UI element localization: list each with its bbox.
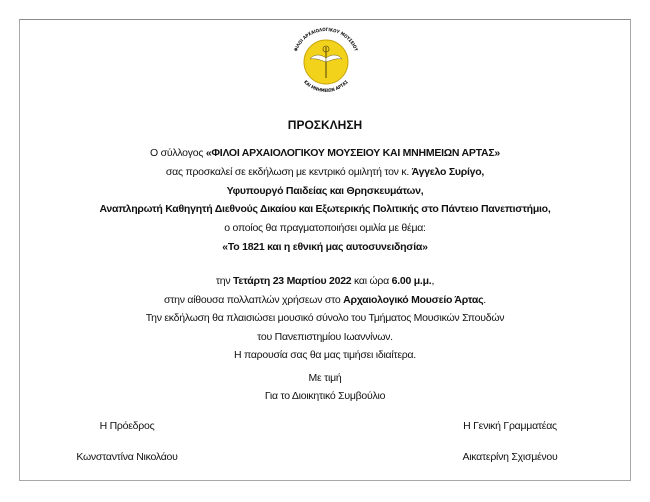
body-line-8: Την εκδήλωση θα πλαισιώσει μουσικό σύνολο του Τμήματος Μουσικών Σπουδών xyxy=(145,312,505,324)
closing-1: Με τιμή xyxy=(308,372,342,384)
speaker-name: Άγγελο Συρίγο, xyxy=(411,166,485,178)
body-line-10: Η παρουσία σας θα μας τιμήσει ιδιαίτερα. xyxy=(234,349,416,361)
signature-left-name: Κωνσταντίνα Νικολάου xyxy=(76,451,178,463)
body-line-2 xyxy=(0,165,650,179)
svg-text:ΚΑΙ ΜΝΗΜΕΙΩΝ ΑΡΤΑΣ: ΚΑΙ ΜΝΗΜΕΙΩΝ ΑΡΤΑΣ xyxy=(302,79,350,95)
event-date: Τετάρτη 23 Μαρτίου 2022 xyxy=(233,275,352,287)
text: και ώρα xyxy=(351,275,392,287)
signature-left-role: Η Πρόεδρος xyxy=(99,420,155,432)
signature-right-name: Αικατερίνη Σχισμένου xyxy=(462,451,558,463)
text: την xyxy=(215,275,234,287)
body-line-1 xyxy=(0,146,650,160)
speaker-title-2: Αναπληρωτή Καθηγητή Διεθνούς Δικαίου και Εξωτερικής Πολιτικής στο Πάντειο Πανεπιστήμιο, xyxy=(99,203,551,215)
text: . xyxy=(483,294,486,306)
event-date-line xyxy=(0,274,650,288)
signature-right-role: Η Γενική Γραμματέας xyxy=(463,420,557,432)
event-venue-line xyxy=(0,293,650,307)
speaker-title-1: Υφυπουργό Παιδείας και Θρησκευμάτων, xyxy=(226,185,424,197)
invitation-title: ΠΡΟΣΚΛΗΣΗ xyxy=(287,118,363,132)
event-venue: Αρχαιολογικό Μουσείο Άρτας xyxy=(343,294,484,306)
lecture-topic: «Το 1821 και η εθνική μας αυτοσυνειδησία» xyxy=(222,241,428,253)
svg-text:ΦΙΛΟΙ ΑΡΧΑΙΟΛΟΓΙΚΟΥ ΜΟΥΣΕΙΟΥ: ΦΙΛΟΙ ΑΡΧΑΙΟΛΟΓΙΚΟΥ ΜΟΥΣΕΙΟΥ xyxy=(293,27,359,53)
text: στην αίθουσα πολλαπλών χρήσεων στο xyxy=(164,294,344,306)
text: σας προσκαλεί σε εκδήλωση με κεντρικό ομιλητή τον κ. xyxy=(165,166,412,178)
body-line-5: ο οποίος θα πραγματοποιήσει ομιλία με θέμα: xyxy=(224,222,426,234)
association-logo xyxy=(289,24,363,100)
body-line-9: του Πανεπιστημίου Ιωαννίνων. xyxy=(257,331,393,343)
text: , xyxy=(431,275,435,287)
text: Ο σύλλογος xyxy=(150,147,206,159)
event-time: 6.00 μ.μ. xyxy=(391,275,432,287)
closing-2: Για το Διοικητικό Συμβούλιο xyxy=(264,390,386,402)
association-name: «ΦΙΛΟΙ ΑΡΧΑΙΟΛΟΓΙΚΟΥ ΜΟΥΣΕΙΟΥ ΚΑΙ ΜΝΗΜΕΙΩΝ ΑΡΤΑΣ» xyxy=(205,147,500,159)
